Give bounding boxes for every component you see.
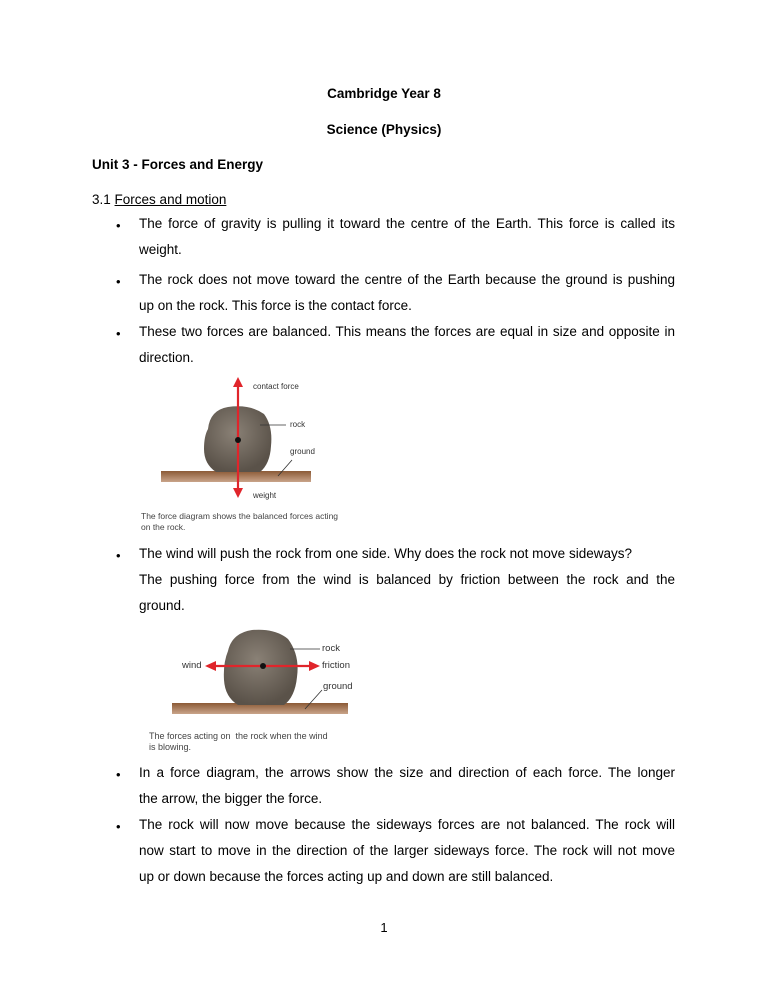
- line: The rock does not move toward the centre of the Earth because the ground is pushing: [139, 272, 675, 287]
- bullet-icon: •: [116, 819, 121, 834]
- label-rock: rock: [290, 420, 306, 429]
- figure-balanced-forces: [138, 374, 368, 534]
- bullet-item-3: [139, 319, 675, 371]
- bullet-item-6: [139, 812, 675, 890]
- line: These two forces are balanced. This means the forces are equal in size and opposite in: [139, 324, 675, 339]
- page-number: 1: [380, 920, 388, 935]
- line: direction.: [139, 350, 194, 365]
- line: The force of gravity is pulling it toward the centre of the Earth. This force is called its: [139, 216, 675, 231]
- arrow-down-icon: [233, 488, 243, 498]
- caption-line: is blowing.: [149, 742, 192, 752]
- bullet-icon: •: [116, 548, 121, 563]
- bullet-icon: •: [116, 218, 121, 233]
- label-ground: ground: [323, 681, 353, 692]
- section-title: Forces and motion: [114, 192, 227, 207]
- label-wind: wind: [182, 660, 202, 671]
- caption-line: The force diagram shows the balanced forces acting: [141, 511, 339, 521]
- line: In a force diagram, the arrows show the size and direction of each force. The longer: [139, 765, 675, 780]
- line: ground.: [139, 598, 185, 613]
- arrow-right-icon: [309, 661, 320, 671]
- figure-caption: [141, 511, 338, 533]
- label-friction: friction: [322, 660, 350, 671]
- section-heading: [92, 192, 226, 207]
- label-ground: ground: [290, 447, 315, 456]
- line: The wind will push the rock from one side. Why does the rock not move sideways?: [139, 546, 632, 561]
- unit-heading: Unit 3 - Forces and Energy: [92, 157, 264, 172]
- bullet-icon: •: [116, 274, 121, 289]
- document-subtitle: Science (Physics): [326, 122, 442, 137]
- line: weight.: [139, 242, 182, 257]
- label-weight: weight: [253, 491, 277, 500]
- bullet-item-2: [139, 267, 675, 319]
- label-rock: rock: [322, 643, 340, 654]
- line: up on the rock. This force is the contact force.: [139, 298, 412, 313]
- label-contact-force: contact force: [253, 382, 299, 391]
- bullet-item-4: [139, 541, 675, 619]
- line: the arrow, the bigger the force.: [139, 791, 323, 806]
- bullet-item-5: [139, 760, 675, 812]
- figure-caption: [149, 731, 328, 753]
- line: The pushing force from the wind is balanced by friction between the rock and the: [139, 572, 675, 587]
- arrow-up-icon: [233, 377, 243, 387]
- bullet-icon: •: [116, 326, 121, 341]
- bullet-item-1: [139, 211, 675, 263]
- bullet-icon: •: [116, 767, 121, 782]
- section-number: 3.1: [92, 192, 111, 207]
- arrow-left-icon: [205, 661, 216, 671]
- centre-point: [235, 437, 241, 443]
- line: up or down because the forces acting up and down are still balanced.: [139, 869, 554, 884]
- force-diagram-vertical: [138, 374, 368, 534]
- centre-point: [260, 663, 266, 669]
- caption-line: The forces acting on the rock when the wind: [149, 731, 328, 741]
- figure-sideways-forces: [140, 625, 370, 755]
- line: The rock will now move because the sideways forces are not balanced. The rock will: [139, 817, 675, 832]
- caption-line: on the rock.: [141, 522, 186, 532]
- ground-bar: [161, 471, 311, 482]
- line: now start to move in the direction of the larger sideways force. The rock will not move: [139, 843, 675, 858]
- document-title: Cambridge Year 8: [327, 86, 441, 101]
